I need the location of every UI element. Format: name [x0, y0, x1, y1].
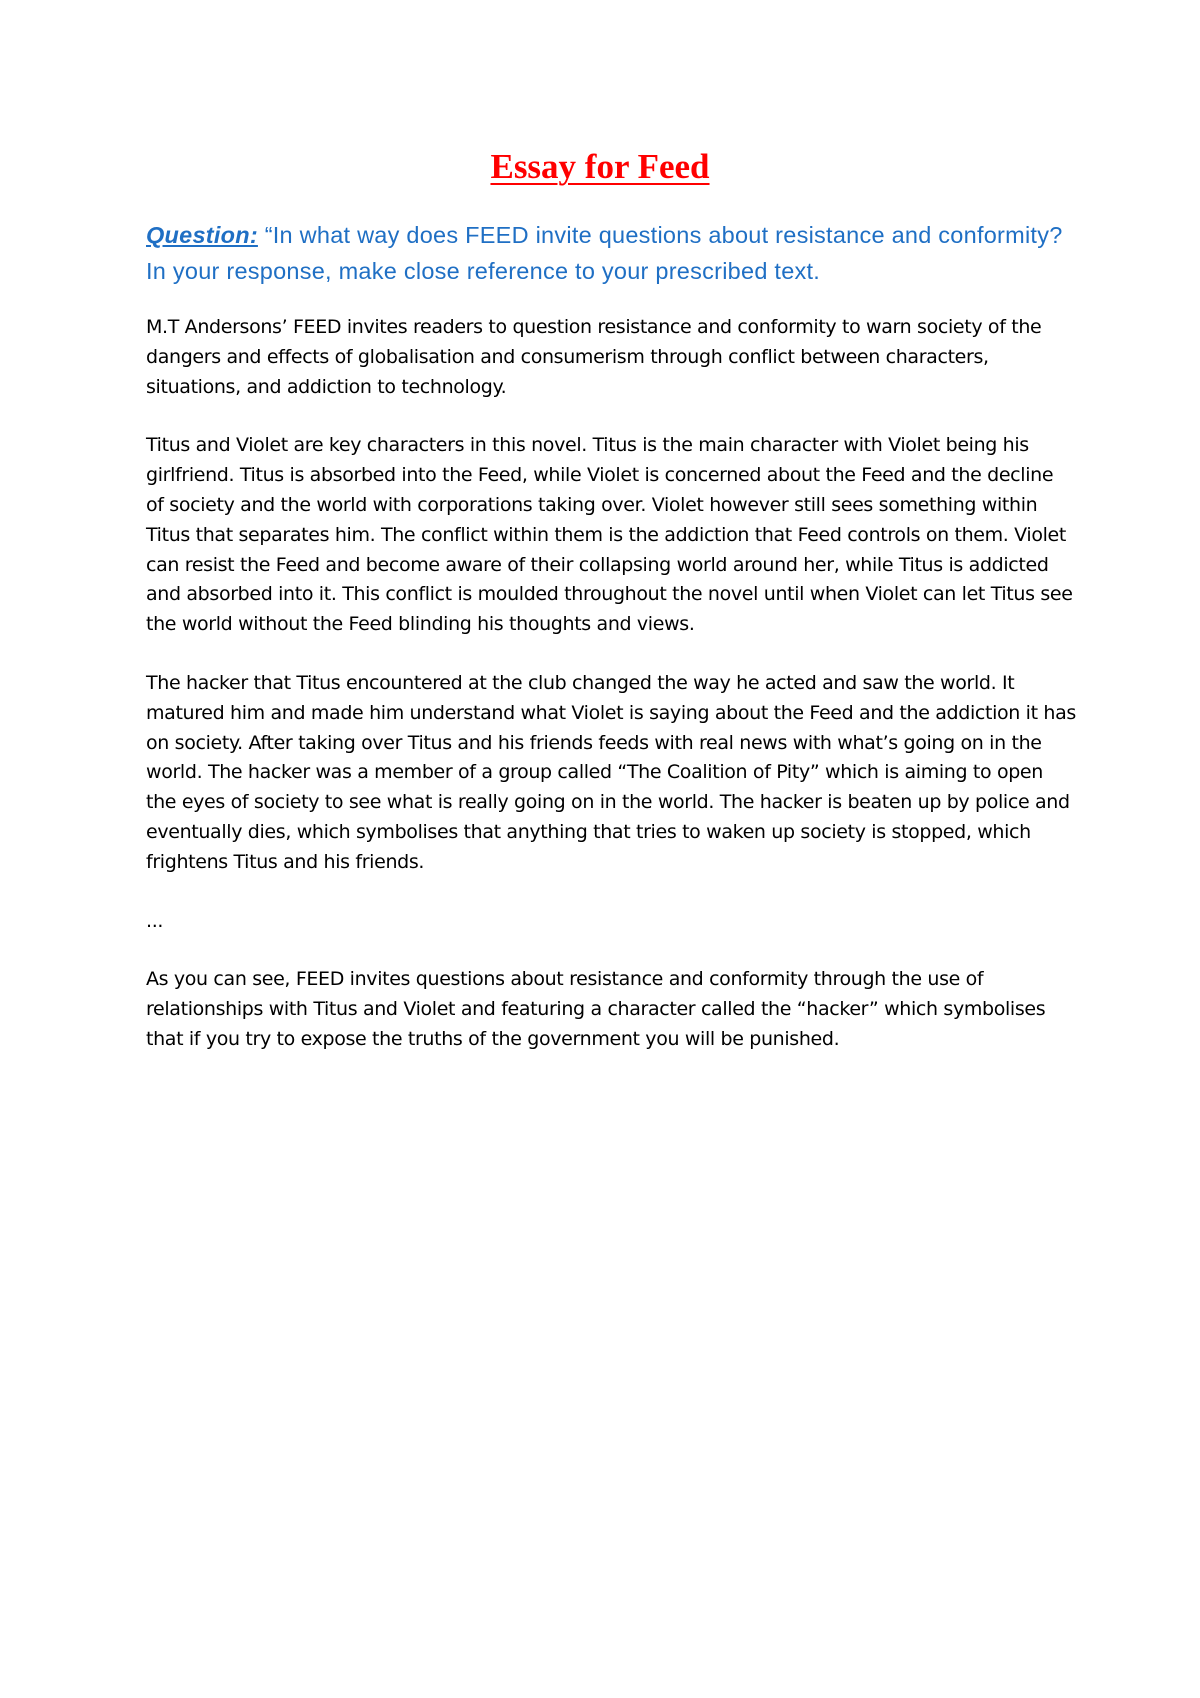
essay-title: Essay for Feed	[490, 147, 710, 186]
essay-question	[146, 217, 1076, 289]
paragraph-conclusion: As you can see, FEED invites questions about resistance and conformity through the use of relationships with Titus and Violet and featuring a character called the “hacker” which symbolises that if you try to expose the truths of the government you will be punished.	[146, 968, 1046, 1050]
question-label: Question:	[146, 222, 258, 248]
paragraph-intro: M.T Andersons’ FEED invites readers to question resistance and conformity to warn society of the dangers and effects of globalisation and consumerism through conflict between characters, situations, and addiction to technology.	[146, 316, 1042, 398]
question-text: “In what way does FEED invite questions about resistance and conformity? In your response, make close reference to your prescribed text.	[146, 222, 1063, 284]
paragraph-titus-violet: Titus and Violet are key characters in this novel. Titus is the main character with Violet being his girlfriend. Titus is absorbed into the Feed, while Violet is concerned about the Feed and the decline of society and the world with corporations taking over. Violet however still sees something within Titus that separates him. The conflict within them is the addiction that Feed controls on them. Violet can resist the Feed and become aware of their collapsing world around her, while Titus is addicted and absorbed into it. This conflict is moulded throughout the novel until when Violet can let Titus see the world without the Feed blinding his thoughts and views.	[146, 434, 1073, 636]
paragraph-hacker: The hacker that Titus encountered at the club changed the way he acted and saw the world. It matured him and made him understand what Violet is saying about the Feed and the addiction it has on society. After taking over Titus and his friends feeds with real news with what’s going on in the world. The hacker was a member of a group called “The Coalition of Pity” which is aiming to open the eyes of society to see what is really going on in the world. The hacker is beaten up by police and eventually dies, which symbolises that anything that tries to waken up society is stopped, which frightens Titus and his friends.	[146, 671, 1076, 873]
paragraph-ellipsis: ...	[146, 909, 164, 932]
essay-content	[146, 217, 1076, 1055]
